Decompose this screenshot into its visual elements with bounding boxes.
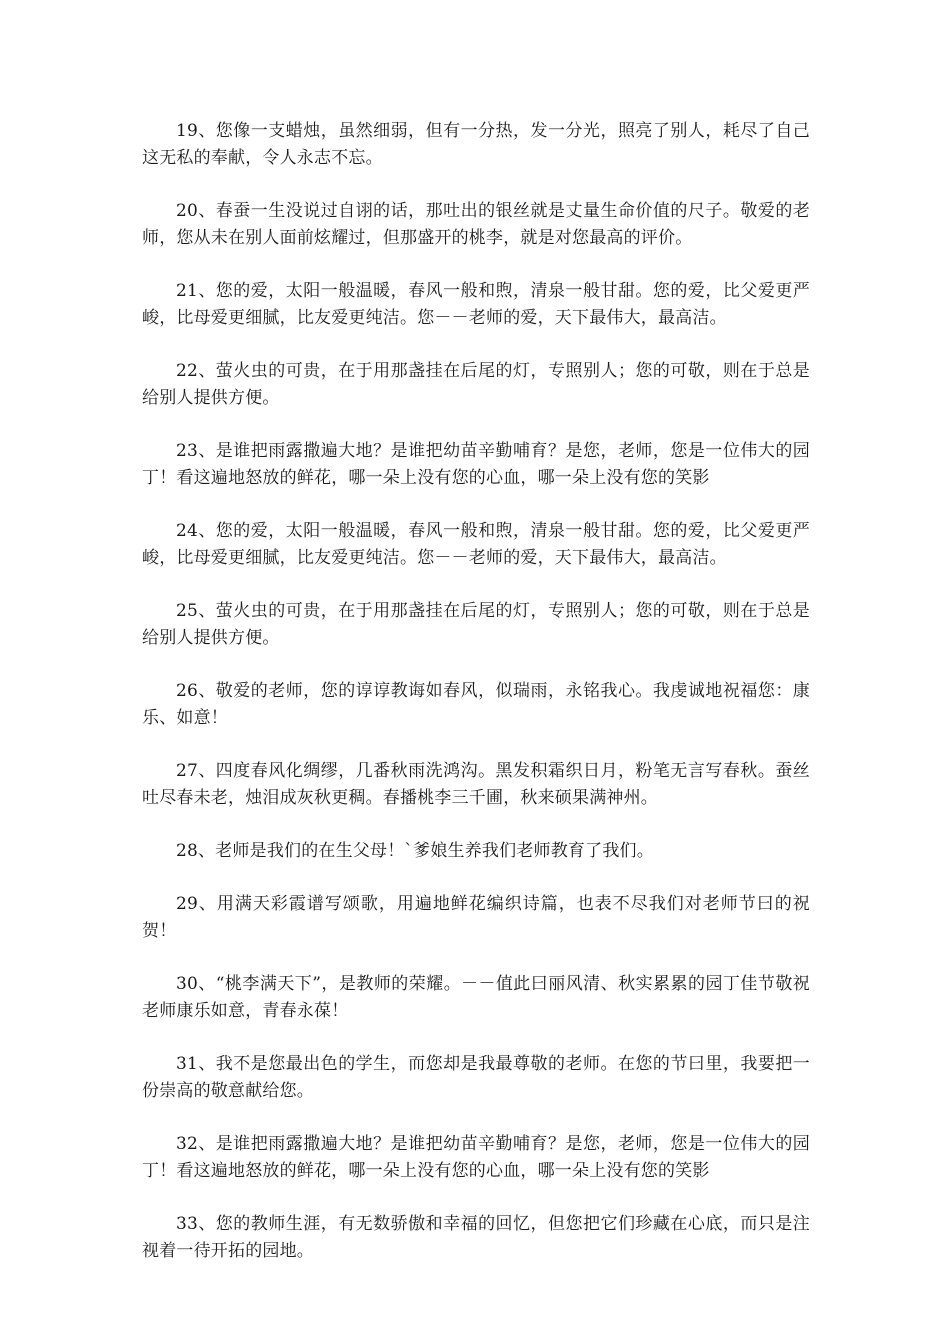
paragraph: 33、您的教师生涯，有无数骄傲和幸福的回忆，但您把它们珍藏在心底，而只是注视着一待开拓的园地。 (142, 1214, 810, 1261)
paragraph: 23、是谁把雨露撒遍大地？是谁把幼苗辛勤哺育？是您，老师，您是一位伟大的园丁！看这遍地怒放的鲜花，哪一朵上没有您的心血，哪一朵上没有您的笑影 (142, 441, 810, 488)
paragraph: 26、敬爱的老师，您的谆谆教诲如春风，似瑞雨，永铭我心。我虔诚地祝福您：康乐、如意！ (142, 681, 810, 728)
paragraph: 24、您的爱，太阳一般温暖，春风一般和煦，清泉一般甘甜。您的爱，比父爱更严峻，比母爱更细腻，比友爱更纯洁。您－－老师的爱，天下最伟大，最高洁。 (142, 521, 810, 568)
document-body (142, 118, 810, 1291)
paragraph: 28、老师是我们的在生父母！`爹娘生养我们老师教育了我们。 (176, 841, 654, 861)
paragraph: 22、萤火虫的可贵，在于用那盏挂在后尾的灯，专照别人；您的可敬，则在于总是给别人提供方便。 (142, 361, 810, 408)
paragraph: 32、是谁把雨露撒遍大地？是谁把幼苗辛勤哺育？是您，老师，您是一位伟大的园丁！看这遍地怒放的鲜花，哪一朵上没有您的心血，哪一朵上没有您的笑影 (142, 1134, 810, 1181)
paragraph: 25、萤火虫的可贵，在于用那盏挂在后尾的灯，专照别人；您的可敬，则在于总是给别人提供方便。 (142, 601, 810, 648)
paragraph: 21、您的爱，太阳一般温暖，春风一般和煦，清泉一般甘甜。您的爱，比父爱更严峻，比母爱更细腻，比友爱更纯洁。您－－老师的爱，天下最伟大，最高洁。 (142, 281, 810, 328)
paragraph: 29、用满天彩霞谱写颂歌，用遍地鲜花编织诗篇，也表不尽我们对老师节曰的祝贺！ (142, 894, 810, 941)
paragraph: 30、“桃李满天下”，是教师的荣耀。－－值此曰丽风清、秋实累累的园丁佳节敬祝老师康乐如意，青春永葆！ (142, 974, 810, 1021)
paragraph: 31、我不是您最出色的学生，而您却是我最尊敬的老师。在您的节曰里，我要把一份崇高的敬意献给您。 (142, 1054, 810, 1101)
paragraph: 19、您像一支蜡烛，虽然细弱，但有一分热，发一分光，照亮了别人，耗尽了自己这无私的奉献，令人永志不忘。 (142, 121, 810, 168)
paragraph: 27、四度春风化绸缪，几番秋雨洗鸿沟。黑发积霜织日月，粉笔无言写春秋。蚕丝吐尽春未老，烛泪成灰秋更稠。春播桃李三千圃，秋来硕果满神州。 (142, 761, 810, 808)
paragraph: 20、春蚕一生没说过自诩的话，那吐出的银丝就是丈量生命价值的尺子。敬爱的老师，您从未在别人面前炫耀过，但那盛开的桃李，就是对您最高的评价。 (142, 201, 810, 248)
